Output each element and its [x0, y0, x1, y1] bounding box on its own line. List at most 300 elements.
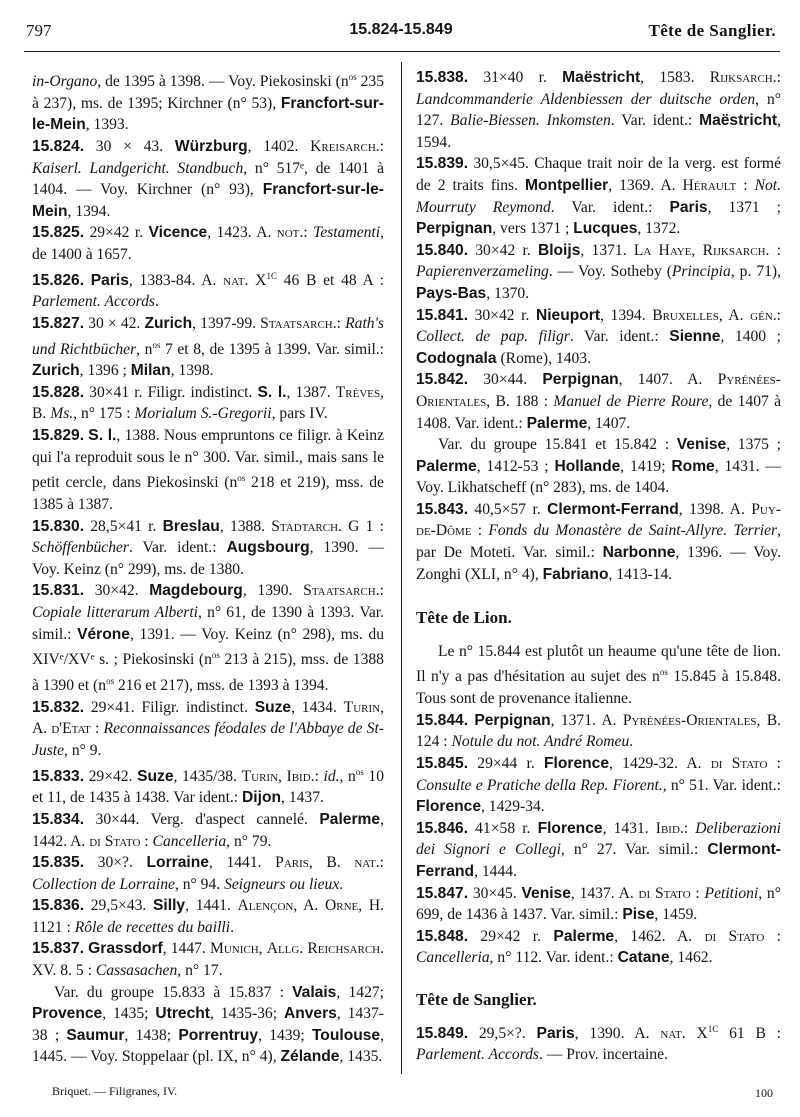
catalogue-entry — [32, 982, 384, 1068]
document-title: Testamenti — [313, 224, 381, 242]
entry-number: 15.831. — [32, 582, 85, 600]
place-name: Florence — [416, 798, 481, 816]
place-name: Catane — [617, 949, 670, 967]
document-title: Cassasachen — [95, 962, 178, 980]
catalogue-entry — [32, 938, 384, 981]
superscript: 1C — [266, 270, 277, 281]
superscript: os — [355, 766, 364, 777]
entry-text: , n° 61, de 1390 à 1393. Var. simil.: — [32, 604, 384, 643]
place-name: Grassdorf — [88, 940, 163, 958]
entry-text: , B. 124 : — [416, 711, 781, 751]
archive-name: di Stato — [704, 927, 765, 945]
place-name: Lucques — [573, 220, 638, 238]
entry-text: 10 et 11, de 1435 à 1438. Var ident.: — [32, 767, 385, 807]
place-name: Lorraine — [146, 854, 209, 872]
superscript: os — [348, 72, 357, 82]
place-name: Maëstricht — [699, 112, 778, 130]
catalogue-entry — [416, 305, 781, 370]
place-name: Perpignan — [542, 371, 619, 389]
archive-name: gén. — [750, 306, 777, 324]
document-title: Collect. de pap. filigr — [416, 328, 570, 346]
archive-name: nat. — [354, 854, 380, 872]
document-title: Consulte e Pratiche della Rep. Fiorent. — [416, 776, 663, 794]
entry-text: , 1438; — [124, 1026, 179, 1044]
entry-number: 15.837. — [32, 940, 85, 958]
entry-text: X — [248, 271, 267, 289]
entry-text: , 1407. A. — [618, 371, 718, 389]
entry-text: 29×44 r. — [468, 755, 544, 772]
catalogue-entry — [416, 926, 781, 969]
entry-text: , A. — [293, 897, 325, 915]
entry-text: XV. 8. 5 : — [32, 962, 96, 980]
place-name: Perpignan — [474, 711, 551, 729]
entry-text: , n° 112. Var. ident.: — [489, 949, 618, 967]
entry-text: , — [691, 241, 703, 259]
catalogue-entry — [416, 369, 781, 434]
superscript: 1C — [707, 1023, 719, 1034]
place-name: Palerme — [319, 810, 381, 828]
archive-name: Pyrénées-Orientales — [622, 711, 757, 729]
entry-text: : — [690, 884, 705, 902]
place-name: Suze — [137, 767, 174, 785]
catalogue-entry — [32, 895, 384, 938]
archive-name: nat. — [223, 271, 249, 289]
entry-text: , 1412-53 ; — [476, 457, 555, 475]
entry-text: : — [90, 720, 104, 738]
catalogue-entry — [32, 762, 384, 809]
entry-text: , 1435/38. — [173, 767, 242, 785]
place-name: Pise — [622, 906, 655, 924]
entry-text — [84, 272, 91, 289]
entry-text: 15.845 à 15.848. Tous sont de provenance italienne. — [416, 668, 781, 708]
entry-text: 30×44. Verg. d'aspect cannelé. — [84, 810, 320, 828]
entry-text: 213 à 215), mss. de 1388 à 1390 et (n — [32, 651, 384, 695]
entry-text: 7 et 8, de 1395 à 1399. Var. simil.: — [160, 340, 385, 358]
entry-text: : — [314, 767, 324, 785]
entry-text: , 1439; — [258, 1026, 312, 1044]
place-name: Venise — [521, 884, 571, 902]
catalogue-entry — [416, 1019, 781, 1066]
entry-text: , par De Moteti. Var. simil.: — [416, 522, 781, 562]
entry-text: , 1583. — [640, 69, 710, 86]
entry-text: , 1393. — [85, 116, 129, 134]
place-name: Paris — [536, 1024, 575, 1042]
archive-name: Stadtarch. — [271, 517, 342, 535]
document-title: id. — [323, 767, 340, 785]
entry-text: , B. — [308, 854, 355, 872]
entry-number: 15.825. — [32, 224, 85, 242]
footer-signature: Briquet. — Filigranes, IV. — [52, 1084, 178, 1098]
archive-name: Trèves — [335, 383, 381, 401]
archive-name: La Haye — [633, 241, 692, 259]
entry-text: , 1388. — [219, 517, 272, 535]
document-title: Manuel de Pierre Roure — [553, 392, 709, 410]
entry-number: 15.827. — [32, 314, 85, 332]
place-name: Hollande — [554, 457, 621, 475]
entry-text: , 1447. — [162, 940, 210, 958]
entry-text: , n° 51. Var. ident.: — [662, 776, 781, 794]
entry-text: , — [258, 940, 267, 958]
entry-number: 15.846. — [416, 819, 469, 837]
entry-text: , n° 699, de 1436 à 1437. Var. simil.: — [416, 884, 781, 924]
entry-text: , 1413-14. — [608, 565, 673, 583]
entry-text: . Var. ident.: — [550, 198, 670, 216]
catalogue-entry — [416, 240, 781, 305]
archive-name: Kreisarch. — [310, 137, 380, 155]
entry-number: 15.832. — [32, 698, 85, 716]
entry-text: 30×44. — [468, 371, 543, 389]
entry-text: 30×42 r. — [468, 306, 536, 324]
place-name: Würzburg — [174, 137, 248, 155]
entry-text: , 1427; — [336, 983, 384, 1001]
entry-text: , 1371. A. — [550, 711, 623, 729]
entry-number: 15.835. — [32, 854, 85, 872]
place-name: Francfort-sur-le-Mein — [32, 94, 384, 134]
entry-text: , de 1395 à 1398. — Voy. Piekosinski (n — [97, 73, 349, 91]
document-title: Seigneurs ou lieux — [224, 875, 340, 893]
place-name: Valais — [292, 983, 337, 1001]
superscript: os — [237, 473, 246, 484]
catalogue-entry — [32, 580, 384, 696]
place-name: Sienne — [669, 328, 721, 346]
entry-text: , 1594. — [416, 112, 781, 151]
entry-text: 30×?. — [84, 854, 147, 872]
archive-name: Turin — [343, 698, 381, 716]
footer-sheet-number: 100 — [755, 1086, 773, 1100]
entry-text: , 1441. — [185, 897, 238, 915]
archive-name: Rijksarch. — [702, 241, 770, 259]
place-name: Dijon — [242, 789, 282, 807]
document-title: Landcommanderie Aldenbiessen der duitsche orden — [416, 90, 756, 108]
entry-text: : — [683, 819, 696, 837]
place-name: Milan — [130, 362, 171, 380]
place-name: Magdebourg — [149, 582, 243, 600]
place-name: Vicence — [148, 224, 208, 242]
entry-text: . — [155, 293, 159, 311]
entry-text: Var. du groupe 15.833 à 15.837 : — [54, 983, 293, 1001]
entry-number: 15.838. — [416, 69, 469, 86]
archive-name: Pyrénées-Orientales — [416, 371, 781, 410]
entry-text: , n° 127. — [416, 90, 781, 130]
entry-text: , n° 517ᵉ, de 1401 à 1404. — Voy. Kirchner (n° 93), — [32, 159, 384, 199]
entry-text: , 1437-38 ; — [32, 1005, 384, 1044]
entry-text: , 1396. — Voy. Zonghi (XLI, n° 4), — [416, 544, 781, 583]
entry-text: , 1437. A. — [570, 884, 639, 902]
superscript: os — [211, 650, 220, 661]
entry-number: 15.844. — [416, 711, 469, 729]
entry-text: , 1371 ; — [707, 198, 781, 216]
entry-text: , 1391. — Voy. Keinz (n° 298), ms. du XIVᵉ/XVᵉ s. ; Piekosinski (n — [32, 625, 384, 669]
place-name: Rome — [671, 457, 715, 475]
entry-number: 15.836. — [32, 897, 85, 915]
archive-name: d'Etat — [51, 720, 91, 738]
entry-text: : — [767, 755, 781, 772]
catalogue-entry — [416, 710, 781, 753]
document-title: Cancelleria — [152, 832, 227, 850]
archive-name: di Stato — [638, 884, 691, 902]
entry-text: 30×42 r. — [468, 241, 538, 259]
entry-text: , 1435-36; — [209, 1005, 284, 1023]
place-name: Vérone — [77, 625, 130, 643]
place-name: Anvers — [283, 1005, 337, 1023]
catalogue-entry — [416, 434, 781, 499]
entry-text: , n — [136, 340, 153, 358]
entry-text: , n° 79. — [226, 832, 272, 850]
place-name: Zurich — [32, 362, 80, 380]
catalogue-entry — [416, 818, 781, 883]
entry-text: , 1462. — [669, 949, 713, 967]
document-title: Cancelleria — [416, 949, 490, 967]
document-title: Principia — [671, 263, 731, 281]
place-name: Clermont-Ferrand — [416, 841, 781, 880]
entry-text: 30×41 r. Filigr. indistinct. — [84, 383, 258, 401]
entry-number: 15.842. — [416, 371, 469, 389]
entry-text: 29×42 r. — [84, 224, 149, 242]
entry-text: : — [736, 176, 755, 194]
entry-text: : — [769, 241, 782, 259]
entry-text: , 1390. — [242, 582, 304, 600]
document-title: in-Organo — [32, 73, 98, 91]
place-name: Utrecht — [155, 1005, 210, 1023]
place-name: Zélande — [280, 1048, 340, 1066]
place-name: Paris — [90, 271, 129, 289]
catalogue-entry — [32, 382, 384, 425]
entry-text: , B. 188 : — [486, 392, 554, 410]
place-name: Provence — [32, 1005, 103, 1023]
entry-text: (Rome), 1403. — [496, 349, 591, 367]
document-title: Schöffenbücher — [32, 539, 129, 557]
subsection-heading: Tête de Sanglier. — [416, 989, 537, 1009]
document-title: Morialum S.-Gregorii — [134, 405, 272, 423]
entry-text: . Var. ident.: — [569, 328, 670, 346]
place-name: Palerme — [526, 414, 588, 432]
entry-text: , 1423. A. — [207, 224, 277, 242]
entry-text: 61 B : — [718, 1024, 781, 1042]
entry-text: , 1435. — [339, 1048, 383, 1066]
entry-text: , 1435; — [102, 1005, 156, 1023]
entry-number: 15.829. — [32, 427, 85, 445]
entry-text: : — [776, 306, 782, 324]
entry-text: , 1429-32. A. — [609, 755, 711, 772]
archive-name: Orne — [324, 897, 359, 915]
entry-text: 28,5×41 r. — [84, 517, 163, 535]
entry-text: , pars IV. — [271, 405, 328, 423]
place-name: Florence — [544, 755, 609, 772]
document-title: Kaiserl. Landgericht. Standbuch — [32, 159, 244, 177]
entry-text: , 1462. A. — [614, 927, 705, 945]
entry-text: : — [303, 224, 314, 242]
place-name: Breslau — [162, 517, 220, 535]
entry-text: , 1437. — [281, 789, 324, 807]
document-title: Parlement. Accords — [416, 1046, 539, 1064]
archive-name: di Stato — [710, 755, 768, 772]
document-title: Petitioni — [704, 884, 759, 902]
archive-name: Turin — [241, 767, 279, 785]
document-title: Reconnaissances féodales de l'Abbaye de St-Juste — [32, 720, 384, 759]
catalogue-entry — [416, 499, 781, 585]
entry-text: 46 B et 48 A : — [276, 271, 384, 289]
catalogue-entry — [416, 883, 781, 926]
entry-text: , n° 17. — [177, 962, 223, 980]
place-name: Nieuport — [535, 306, 601, 324]
place-name: Silly — [153, 897, 186, 915]
catalogue-entry — [32, 516, 384, 581]
entry-text: 31×40 r. — [468, 69, 563, 86]
place-name: Zurich — [144, 314, 193, 332]
archive-name: nat. — [660, 1024, 686, 1042]
catalogue-entry — [32, 136, 384, 222]
entry-text: , 1397-99. — [192, 314, 261, 332]
entry-text: . — Prov. incertaine. — [539, 1046, 668, 1064]
entry-text: , H. 1121 : — [32, 897, 384, 936]
place-name: Palerme — [553, 927, 615, 945]
subsection-heading: Tête de Lion. — [416, 608, 512, 628]
right-column — [416, 67, 781, 1066]
left-column — [32, 67, 384, 1068]
catalogue-entry — [416, 67, 781, 153]
catalogue-entry — [32, 222, 384, 265]
archive-name: Paris — [275, 854, 309, 872]
place-name: Florence — [537, 819, 603, 837]
entry-text: : — [379, 582, 384, 600]
entry-text: , 1390. — Voy. Keinz (n° 299), ms. de 1380. — [32, 539, 384, 578]
entry-text: 29×42. — [84, 767, 138, 785]
entry-text: : — [764, 927, 781, 945]
document-title: Collection de Lorraine — [32, 875, 175, 893]
archive-name: Ibid. — [655, 819, 684, 837]
entry-text: , 1369. A. — [608, 176, 683, 194]
entry-number: 15.847. — [416, 884, 469, 902]
place-name: Toulouse — [311, 1026, 381, 1044]
place-name: Fabriano — [542, 565, 609, 583]
entry-number: 15.826. — [32, 271, 85, 289]
entry-text: , 1370. — [486, 284, 530, 302]
document-title: Parlement. Accords — [32, 293, 155, 311]
entry-number: 15.840. — [416, 241, 469, 259]
entry-text: 29×41. Filigr. indistinct. — [84, 698, 255, 716]
entry-text: , B. — [32, 383, 385, 423]
entry-text: , n° 175 : — [73, 405, 135, 423]
entry-text: , — [278, 767, 287, 785]
entry-number: 15.824. — [32, 137, 85, 155]
document-title: Deliberazioni dei Signori e Collegi — [416, 819, 781, 859]
entry-number: 15.828. — [32, 383, 85, 401]
entry-text: , 1441. — [208, 854, 276, 872]
entry-text: , de 1400 à 1657. — [32, 224, 384, 263]
document-title: Balie-Biessen. Inkomsten — [450, 112, 611, 130]
place-name: Francfort-sur-le-Mein — [32, 181, 384, 220]
header-rule — [24, 51, 780, 52]
catalogue-entry — [32, 67, 384, 136]
document-title: Fonds du Monastère de Saint-Allyre. Terrier — [488, 522, 778, 540]
entry-text: , vers 1371 ; — [492, 220, 574, 238]
entry-text: , 1459. — [654, 906, 698, 924]
entry-text: Var. du groupe 15.841 et 15.842 : — [438, 436, 677, 454]
entry-text: 235 à 237), ms. de 1395; Kirchner (n° 53), — [32, 73, 384, 112]
entry-text: , p. 71), — [730, 263, 782, 281]
entry-text: , 1434. — [291, 698, 344, 716]
entry-number: 15.834. — [32, 810, 85, 828]
archive-name: Staatsarch. — [303, 582, 380, 600]
archive-name: Staatsarch. — [260, 314, 337, 332]
entry-text: , 1442. A. — [32, 810, 384, 850]
catalogue-entry — [32, 425, 384, 516]
entry-text: . Var. ident.: — [129, 539, 227, 557]
section-title: Tête de Sanglier. — [648, 21, 776, 40]
entry-text: : — [379, 854, 384, 872]
entry-text: , de 1407 à 1408. Var. ident.: — [416, 392, 782, 432]
place-name: Bloijs — [537, 241, 581, 259]
entry-text: , 1407. — [587, 414, 631, 432]
entry-number: 15.849. — [416, 1024, 469, 1042]
place-name: S. l. — [257, 383, 287, 401]
catalogue-entry — [32, 852, 384, 895]
entry-text: , 1375 ; — [726, 436, 781, 454]
entry-number: 15.833. — [32, 767, 85, 785]
archive-name: di Stato — [89, 832, 141, 850]
superscript: os — [152, 339, 161, 350]
catalogue-entry — [32, 809, 384, 852]
entry-text: . — [629, 733, 634, 751]
entry-text: , 1387. — [286, 383, 336, 401]
entry-text: 216 et 217), mss. de 1393 à 1394. — [114, 677, 329, 695]
entry-text: , 1398. A. — [678, 500, 752, 518]
place-name: Paris — [669, 198, 708, 216]
entry-text: : — [776, 69, 781, 86]
entry-text: 218 et 219), mss. de 1385 à 1387. — [32, 474, 384, 514]
entry-text: Le n° 15.844 est plutôt un heaume qu'une tête de lion. Il n'y a pas d'hésitation au sujet des n — [416, 642, 781, 686]
catalogue-entry — [32, 313, 384, 382]
archive-name: Bruxelles — [652, 306, 719, 324]
archive-name: Rijksarch. — [709, 69, 777, 86]
entry-number: 15.839. — [416, 155, 469, 173]
entry-text: , 1394. — [600, 306, 653, 324]
entry-text: , n° 9. — [64, 741, 102, 759]
entry-text: , A. — [718, 306, 751, 324]
place-name: Suze — [254, 698, 292, 716]
entry-text: , 1372. — [637, 220, 681, 238]
entry-text: , 1396 ; — [79, 362, 131, 380]
entry-text: . Var. ident.: — [610, 112, 700, 130]
archive-name: Hérault — [682, 176, 737, 194]
archive-name: Allg. Reichsarch. — [266, 940, 385, 958]
archive-name: not. — [276, 224, 304, 242]
entry-text: , 1445. — Voy. Stoppelaar (pl. IX, n° 4), — [32, 1026, 384, 1066]
entry-text: 30,5×45. Chaque trait noir de la verg. est formé de 2 traits fins. — [416, 155, 781, 194]
entry-text: 30×42. — [84, 582, 150, 600]
entry-text: , 1394. — [67, 202, 111, 220]
entry-text: , A. — [32, 698, 384, 738]
place-name: Montpellier — [525, 176, 609, 194]
place-name: Palerme — [416, 457, 477, 475]
place-name: Clermont-Ferrand — [547, 500, 679, 518]
entry-text: 30 × 42. — [84, 314, 145, 332]
catalogue-entry — [416, 641, 781, 710]
place-name: Narbonne — [602, 544, 676, 562]
entry-text: , 1431. — [602, 819, 656, 837]
superscript: os — [659, 667, 668, 678]
entry-text: . — [339, 875, 344, 893]
page-header — [26, 21, 776, 45]
entry-text: . — [230, 918, 234, 936]
place-name: Porrentruy — [178, 1026, 259, 1044]
entry-text: : — [336, 314, 346, 332]
entry-text: 40,5×57 r. — [468, 500, 548, 518]
entry-text: , 1371. — [580, 241, 634, 259]
entry-text: , 1429-34. — [481, 798, 545, 816]
entry-text: X — [685, 1024, 708, 1042]
entry-number: 15.845. — [416, 755, 469, 772]
